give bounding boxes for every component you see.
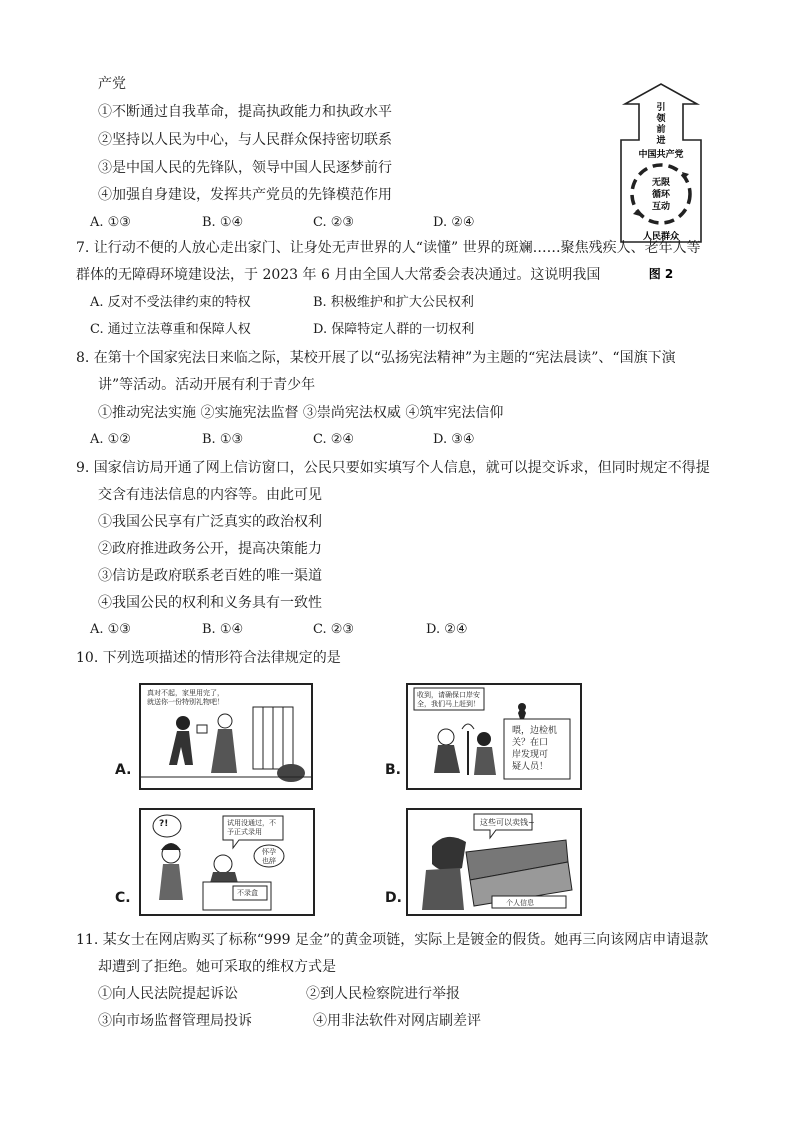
cycle-text-3: 互动 [651,202,671,212]
panel-d-sign: 个人信息 [506,899,534,907]
q11-item-1: ①向人民法院提起诉讼 [98,986,238,1002]
q6-stem-tail: 产党 [98,76,126,92]
panel-b-phone-1: 喂，边检机 [512,726,558,736]
q10-label-b: B. [385,762,401,778]
party-label: 中国共产党 [638,150,684,160]
figure-caption: 图 2 [648,267,674,281]
q7-option-b: B. 积极维护和扩大公民权利 [313,295,474,310]
q6-item-1: ①不断通过自我革命，提高执政能力和执政水平 [98,104,392,120]
panel-c-desk-sign: 不录盒 [237,889,258,897]
q6-item-4: ④加强自身建设，发挥共产党员的先锋模范作用 [98,187,392,203]
q6-item-2: ②坚持以人民为中心，与人民群众保持密切联系 [98,132,392,148]
panel-c-exclaim: ?! [159,819,169,829]
q9-stem-line-2: 交含有违法信息的内容等。由此可见 [98,487,322,503]
panel-a-drawing [141,685,311,788]
arrow-text-1: 引 [656,103,666,113]
q8-option-c: C. ②④ [313,432,355,447]
figure-2-diagram [616,82,726,292]
panel-c-speech-4: 也辞 [262,857,276,865]
q11-item-4: ④用非法软件对网店刷差评 [313,1013,481,1029]
q11-item-2: ②到人民检察院进行举报 [306,986,460,1002]
q8-option-d: D. ③④ [433,432,475,447]
q9-item-1: ①我国公民享有广泛真实的政治权利 [98,514,322,530]
q9-item-3: ③信访是政府联系老百姓的唯一渠道 [98,568,322,584]
panel-b-speech-1: 收到，请确保口岸安 [417,691,480,699]
q11-stem-line-2: 却遭到了拒绝。她可采取的维权方式是 [98,959,336,975]
q9-item-4: ④我国公民的权利和义务具有一致性 [98,595,322,611]
panel-b-phone-4: 疑人员！ [512,762,549,772]
panel-b-phone-3: 岸发现可 [512,750,549,760]
q6-item-3: ③是中国人民的先锋队，领导中国人民逐梦前行 [98,160,392,176]
cartoon-panel-b [406,683,582,790]
q8-stem-line-1: 8. 在第十个国家宪法日来临之际，某校开展了以“弘扬宪法精神”为主题的“宪法晨读”、“国旗下演 [76,350,676,366]
q7-option-a: A. 反对不受法律约束的特权 [90,295,251,310]
arrow-text-4: 进 [656,136,666,146]
panel-d-speech: 这些可以卖钱~ [480,818,535,827]
q7-stem-line-1: 7. 让行动不便的人放心走出家门、让身处无声世界的人“读懂” 世界的斑斓……聚焦残疾人、老年人等 [76,240,701,256]
arrow-text-2: 领 [656,114,666,124]
q10-stem: 10. 下列选项描述的情形符合法律规定的是 [76,650,341,666]
panel-b-speech-2: 全，我们马上赶到！ [417,700,480,708]
q10-label-d: D. [385,890,402,906]
q6-option-a: A. ①③ [90,215,131,230]
cycle-text-1: 无限 [651,178,671,188]
panel-c-speech-2: 予正式录用 [227,828,262,836]
panel-a-speech-1: 真对不起，家里用完了， [147,689,224,697]
q9-option-b: B. ①④ [202,622,244,637]
cartoon-panel-d [406,808,582,916]
cartoon-panel-c [139,808,315,916]
panel-a-speech-2: 就送你一份特别礼物吧！ [147,698,224,706]
q11-stem-line-1: 11. 某女士在网店购买了标称“999 足金”的黄金项链，实际上是镀金的假货。她再三向该网店申请退款 [76,932,709,948]
q8-items: ①推动宪法实施 ②实施宪法监督 ③崇尚宪法权威 ④筑牢宪法信仰 [98,405,504,421]
q9-option-d: D. ②④ [426,622,468,637]
q6-option-b: B. ①④ [202,215,244,230]
q8-stem-line-2: 讲”等活动。活动开展有利于青少年 [98,377,316,393]
q8-option-a: A. ①② [90,432,131,447]
panel-c-speech-3: 怀孕 [262,848,276,856]
panel-c-speech-1: 试用没通过，不 [227,819,276,827]
arrow-text-3: 前 [656,125,666,135]
masses-label: 人民群众 [642,232,680,242]
cartoon-panel-a [139,683,313,790]
q7-stem-line-2: 群体的无障碍环境建设法，于 2023 年 6 月由全国人大常委会表决通过。这说明我国 [76,267,601,283]
q7-option-c: C. 通过立法尊重和保障人权 [90,322,251,337]
q6-option-d: D. ②④ [433,215,475,230]
q9-stem-line-1: 9. 国家信访局开通了网上信访窗口，公民只要如实填写个人信息，就可以提交诉求，但同时规定不得提 [76,460,710,476]
q9-item-2: ②政府推进政务公开，提高决策能力 [98,541,322,557]
q7-option-d: D. 保障特定人群的一切权利 [313,322,475,337]
q10-label-a: A. [115,762,132,778]
q9-option-c: C. ②③ [313,622,355,637]
cycle-text-2: 循环 [651,190,671,200]
q10-label-c: C. [115,890,131,906]
q9-option-a: A. ①③ [90,622,131,637]
panel-b-phone-2: 关？在口 [512,738,549,748]
q8-option-b: B. ①③ [202,432,244,447]
q11-item-3: ③向市场监督管理局投诉 [98,1013,252,1029]
q6-option-c: C. ②③ [313,215,355,230]
